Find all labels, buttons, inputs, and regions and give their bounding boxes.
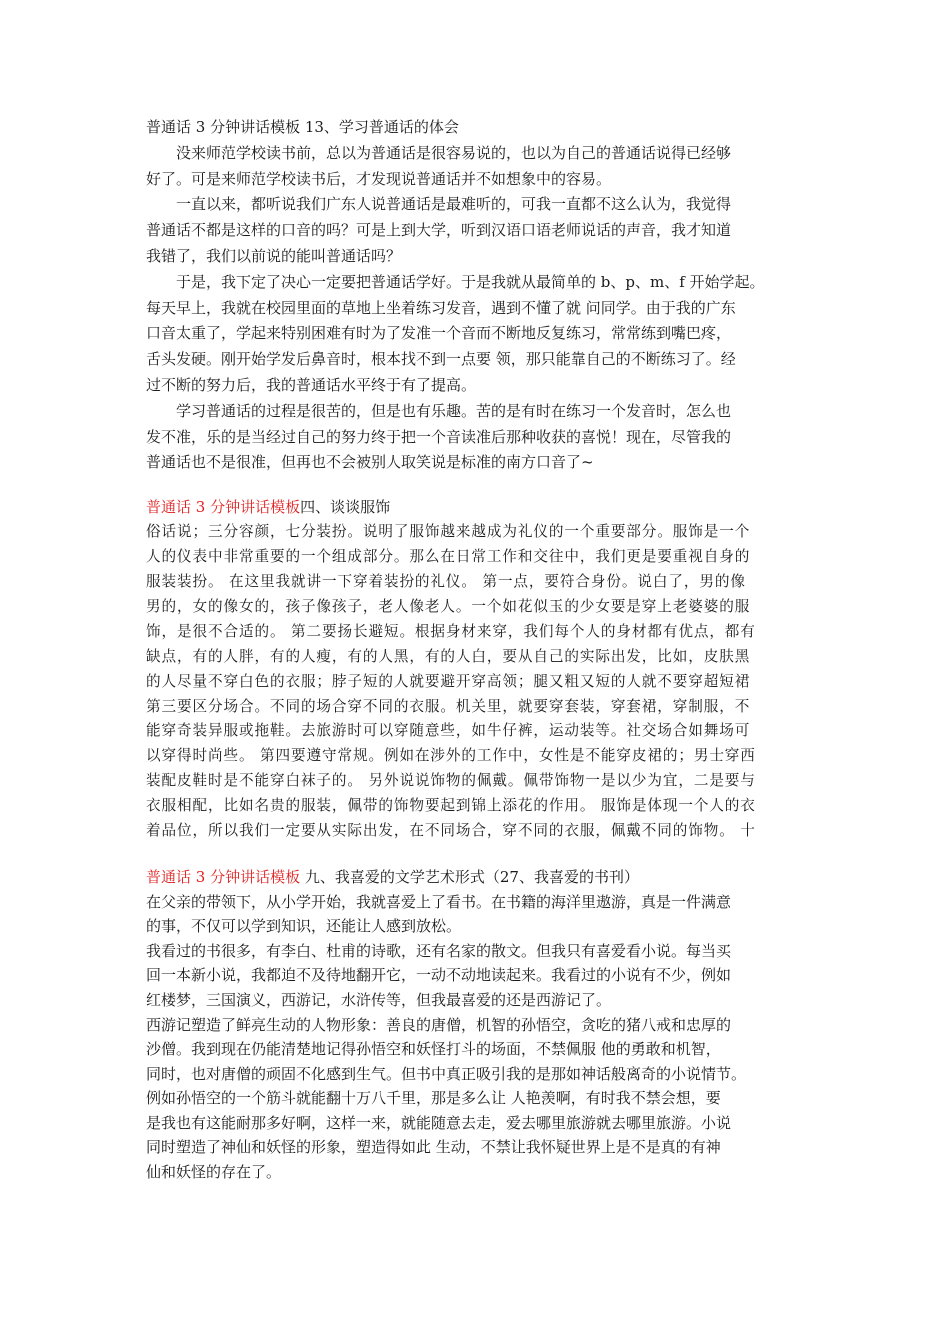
essay-learning-putonghua bbox=[146, 115, 816, 476]
paragraph-line: 好了。可是来师范学校读书后，才发现说普通话并不如想象中的容易。 bbox=[146, 169, 612, 188]
paragraph-line: 我看过的书很多，有李白、杜甫的诗歌，还有名家的散文。但我只有喜爱看小说。每当买 bbox=[146, 941, 732, 960]
paragraph-line: 红楼梦，三国演义，西游记，水浒传等，但我最喜爱的还是西游记了。 bbox=[146, 990, 612, 1009]
paragraph-line: 普通话也不是很准，但再也不会被别人取笑说是标准的南方口音了~ bbox=[146, 453, 594, 472]
section-title bbox=[146, 495, 816, 520]
paragraph-line: 男的，女的像女的，孩子像孩子，老人像老人。一个如花似玉的少女要是穿上老婆婆的服 bbox=[146, 597, 751, 615]
paragraph-line: 过不断的努力后，我的普通话水平终于有了提高。 bbox=[146, 375, 477, 394]
section-title-rest: 九、我喜爱的文学艺术形式（27、我喜爱的书刊） bbox=[300, 867, 639, 886]
section-title-highlight: 普通话 3 分钟讲话模板 bbox=[146, 498, 301, 517]
paragraph-line: 每天早上，我就在校园里面的草地上坐着练习发音，遇到不懂了就 问同学。由于我的广东 bbox=[146, 298, 736, 317]
paragraph-line: 发不准，乐的是当经过自己的努力终于把一个音读准后那种收获的喜悦！现在，尽管我的 bbox=[146, 427, 732, 446]
paragraph-line: 的事，不仅可以学到知识，还能让人感到放松。 bbox=[146, 917, 462, 936]
section-title bbox=[146, 865, 816, 890]
paragraph-line: 是我也有这能耐那多好啊，这样一来，就能随意去走，爱去哪里旅游就去哪里旅游。小说 bbox=[146, 1113, 732, 1132]
paragraph-line: 俗话说；三分容颜，七分装扮。说明了服饰越来越成为礼仪的一个重要部分。服饰是一个 bbox=[146, 523, 751, 541]
paragraph-line: 衣服相配，比如名贵的服装，佩带的饰物要起到锦上添花的作用。 服饰是体现一个人的衣 bbox=[146, 797, 756, 815]
section-title: 普通话 3 分钟讲话模板 13、学习普通话的体会 bbox=[146, 118, 459, 136]
paragraph-line: 同时，也对唐僧的顽固不化感到生气。但书中真正吸引我的是那如神话般离奇的小说情节。 bbox=[146, 1064, 747, 1083]
essay-favorite-books bbox=[146, 865, 816, 1185]
paragraph-line: 舌头发硬。刚开始学发后鼻音时，根本找不到一点要 领，那只能靠自己的不断练习了。经 bbox=[146, 350, 736, 369]
paragraph-line: 一直以来，都听说我们广东人说普通话是最难听的，可我一直都不这么认为，我觉得 bbox=[176, 195, 732, 214]
paragraph-line: 能穿奇装异服或拖鞋。去旅游时可以穿随意些，如牛仔裤，运动装等。社交场合如舞场可 bbox=[146, 722, 751, 740]
paragraph-line: 口音太重了，学起来特别困难有时为了发准一个音而不断地反复练习，常常练到嘴巴疼， bbox=[146, 324, 732, 343]
paragraph-line: 同时塑造了神仙和妖怪的形象，塑造得如此 生动，不禁让我怀疑世界上是不是真的有神 bbox=[146, 1138, 721, 1157]
paragraph-line: 以穿得时尚些。 第四要遵守常规。例如在涉外的工作中，女性是不能穿皮裙的；男士穿西 bbox=[146, 747, 756, 765]
paragraph-line: 我错了，我们以前说的能叫普通话吗？ bbox=[146, 246, 402, 265]
essay-clothing bbox=[146, 495, 816, 844]
paragraph-line: 西游记塑造了鲜亮生动的人物形象：善良的唐僧，机智的孙悟空，贪吃的猪八戒和忠厚的 bbox=[146, 1015, 732, 1034]
paragraph-line: 人的仪表中非常重要的一个组成部分。那么在日常工作和交往中，我们更是要重视自身的 bbox=[146, 548, 751, 566]
paragraph-line: 饰，是很不合适的。 第二要扬长避短。根据身材来穿，我们每个人的身材都有优点，都有 bbox=[146, 622, 756, 640]
paragraph-line: 学习普通话的过程是很苦的，但是也有乐趣。苦的是有时在练习一个发音时，怎么也 bbox=[176, 401, 732, 420]
section-title-rest: 四、谈谈服饰 bbox=[300, 498, 391, 517]
paragraph-line: 着品位，所以我们一定要从实际出发，在不同场合，穿不同的衣服，佩戴不同的饰物。 十 bbox=[146, 822, 756, 840]
paragraph-line: 沙僧。我到现在仍能清楚地记得孙悟空和妖怪打斗的场面，不禁佩服 他的勇敢和机智， bbox=[146, 1040, 721, 1059]
paragraph-line: 回一本新小说，我都迫不及待地翻开它，一动不动地读起来。我看过的小说有不少，例如 bbox=[146, 966, 732, 985]
paragraph-line: 第三要区分场合。不同的场合穿不同的衣服。机关里，就要穿套装，穿套裙，穿制服，不 bbox=[146, 697, 751, 715]
paragraph-line: 于是，我下定了决心一定要把普通话学好。于是我就从最简单的 b、p、m、f 开始学起。 bbox=[176, 272, 765, 291]
paragraph-line: 装配皮鞋时是不能穿白袜子的。 另外说说饰物的佩戴。佩带饰物一是以少为宜，二是要与 bbox=[146, 772, 756, 790]
paragraph-line: 例如孙悟空的一个筋斗就能翻十万八千里，那是多么让 人艳羡啊，有时我不禁会想，要 bbox=[146, 1089, 721, 1108]
paragraph-line: 缺点，有的人胖，有的人瘦，有的人黑，有的人白，要从自己的实际出发，比如，皮肤黑 bbox=[146, 647, 751, 665]
paragraph-line: 的人尽量不穿白色的衣服；脖子短的人就要避开穿高领；腿又粗又短的人就不要穿超短裙 bbox=[146, 672, 751, 690]
document-body bbox=[146, 115, 816, 1185]
paragraph-line: 没来师范学校读书前，总以为普通话是很容易说的，也以为自己的普通话说得已经够 bbox=[176, 143, 732, 162]
paragraph-line: 仙和妖怪的存在了。 bbox=[146, 1163, 282, 1182]
paragraph-line: 普通话不都是这样的口音的吗？可是上到大学，听到汉语口语老师说话的声音，我才知道 bbox=[146, 221, 732, 240]
paragraph-line: 在父亲的带领下，从小学开始，我就喜爱上了看书。在书籍的海洋里遨游，真是一件满意 bbox=[146, 892, 732, 911]
section-title-highlight: 普通话 3 分钟讲话模板 bbox=[146, 867, 301, 886]
paragraph-line: 服装装扮。 在这里我就讲一下穿着装扮的礼仪。 第一点，要符合身份。说白了，男的像 bbox=[146, 572, 746, 590]
